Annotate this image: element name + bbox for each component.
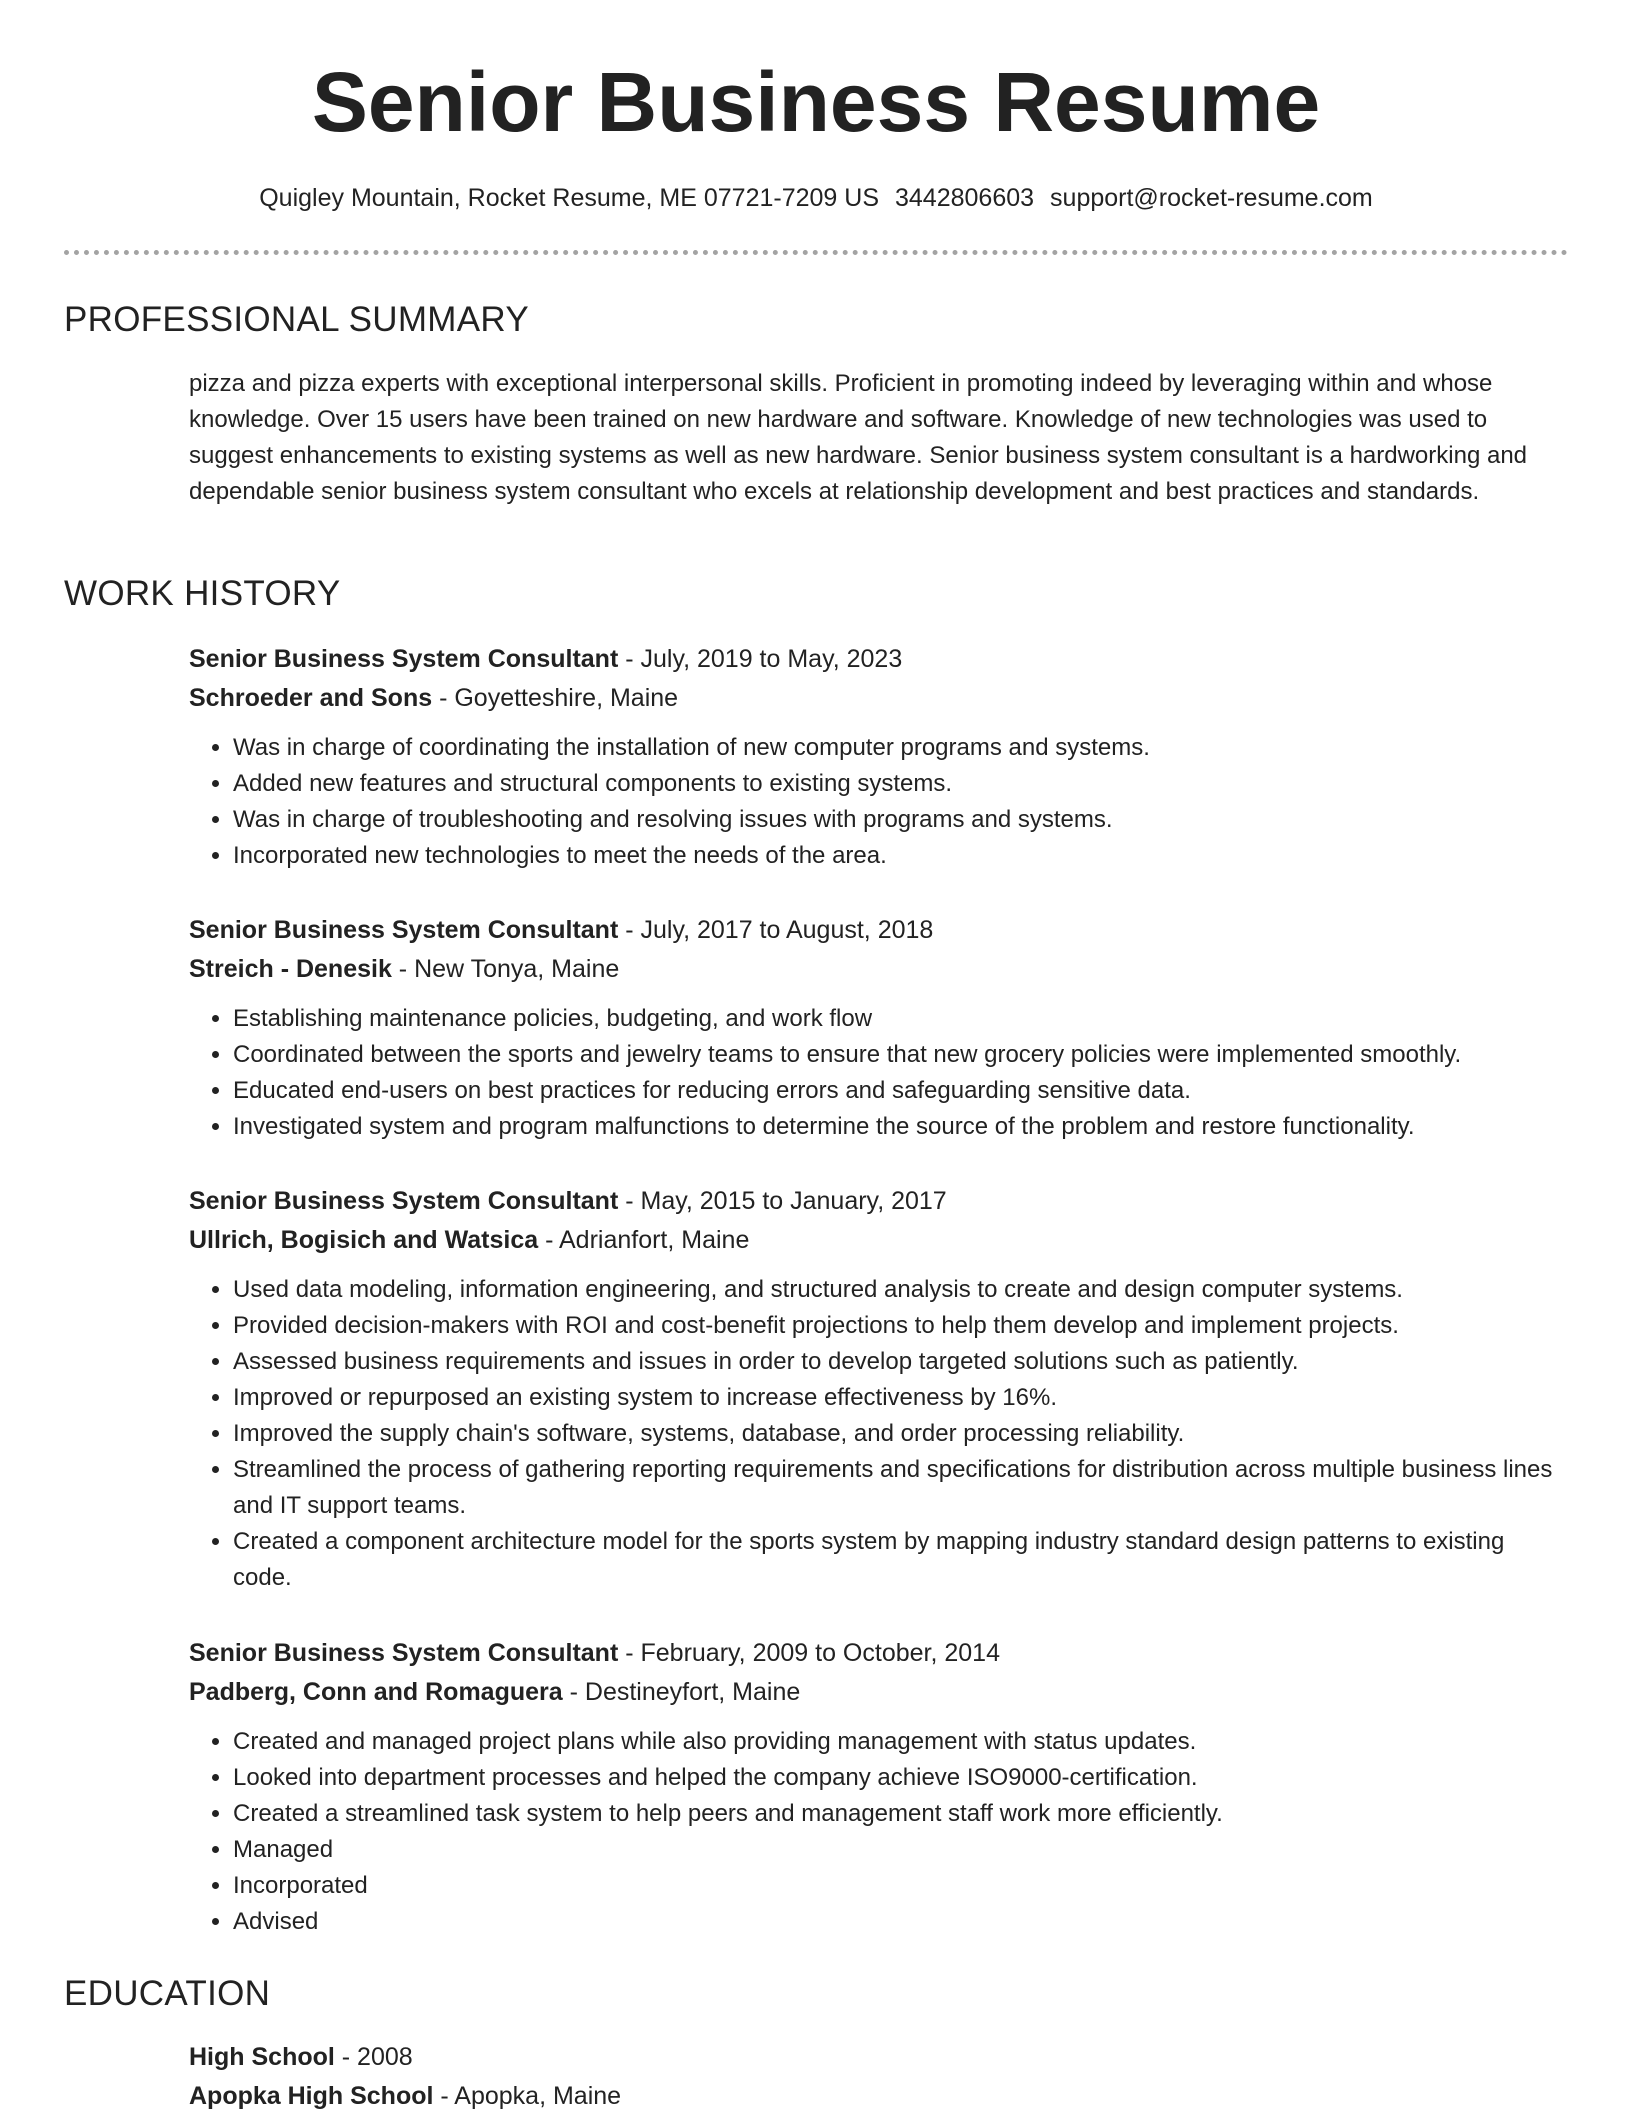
job-location: - Destineyfort, Maine [562,1678,801,1706]
job-company-line [189,950,1569,989]
job-role: Senior Business System Consultant [189,916,619,944]
duty-item: • Looked into department processes and helped the company achieve ISO9000-certification. [233,1760,1569,1796]
duty-item: • Investigated system and program malfunctions to determine the source of the problem and restore functionality. [233,1109,1569,1145]
job-title-line [189,640,1569,679]
duty-item: • Educated end-users on best practices for reducing errors and safeguarding sensitive data. [233,1073,1569,1109]
job-duties [189,730,1569,874]
contact-line [0,180,1632,216]
contact-email: support@rocket-resume.com [1050,184,1373,212]
education-year: - 2008 [334,2043,413,2071]
job-duties [189,1001,1569,1145]
header-divider [64,250,1568,255]
job-company-line [189,1673,1569,1712]
duty-item: • Added new features and structural components to existing systems. [233,766,1569,802]
duty-item: • Improved the supply chain's software, systems, database, and order processing reliability. [233,1416,1569,1452]
job-duties [189,1724,1569,1940]
education-school: Apopka High School [189,2082,434,2110]
education-degree-line [189,2038,1569,2077]
duty-item: • Created a streamlined task system to help peers and management staff work more efficiently. [233,1796,1569,1832]
education-entry [189,2038,1569,2116]
job-company: Padberg, Conn and Romaguera [189,1678,563,1706]
duty-item: • Advised [233,1904,1569,1940]
duty-item: • Incorporated [233,1868,1569,1904]
job-company-line [189,679,1569,718]
job-role: Senior Business System Consultant [189,1639,619,1667]
job-dates: - May, 2015 to January, 2017 [618,1187,947,1215]
job-location: - Goyetteshire, Maine [432,684,679,712]
duty-item: • Used data modeling, information engineering, and structured analysis to create and design computer systems. [233,1272,1569,1308]
duty-item: • Created a component architecture model for the sports system by mapping industry standard design patterns to existing code. [233,1524,1569,1596]
job-entry [189,1182,1569,1596]
job-entry [189,1634,1569,1940]
duty-item: • Coordinated between the sports and jewelry teams to ensure that new grocery policies were implemented smoothly. [233,1037,1569,1073]
job-company-line [189,1221,1569,1260]
job-dates: - July, 2017 to August, 2018 [618,916,934,944]
job-location: - Adrianfort, Maine [538,1226,750,1254]
job-company: Streich - Denesik [189,955,392,983]
contact-address: Quigley Mountain, Rocket Resume, ME 07721-7209 US [259,184,879,212]
work-history-heading: WORK HISTORY [64,574,341,613]
job-company: Ullrich, Bogisich and Watsica [189,1226,539,1254]
job-duties [189,1272,1569,1596]
contact-phone: 3442806603 [895,184,1035,212]
duty-item: • Incorporated new technologies to meet the needs of the area. [233,838,1569,874]
job-role: Senior Business System Consultant [189,645,619,673]
duty-item: • Streamlined the process of gathering reporting requirements and specifications for distribution across multiple business lines and IT support teams. [233,1452,1569,1524]
job-dates: - July, 2019 to May, 2023 [618,645,903,673]
duty-item: • Provided decision-makers with ROI and cost-benefit projections to help them develop and implement projects. [233,1308,1569,1344]
job-title-line [189,911,1569,950]
education-school-line [189,2077,1569,2116]
job-role: Senior Business System Consultant [189,1187,619,1215]
duty-item: • Improved or repurposed an existing system to increase effectiveness by 16%. [233,1380,1569,1416]
duty-item: • Created and managed project plans while also providing management with status updates. [233,1724,1569,1760]
job-entry [189,640,1569,874]
duty-item: • Assessed business requirements and issues in order to develop targeted solutions such as patiently. [233,1344,1569,1380]
resume-name: Senior Business Resume [311,55,1321,149]
summary-text: pizza and pizza experts with exceptional interpersonal skills. Proficient in promoting indeed by leveraging within and whose knowledge. Over 15 users have been trained on new hardware and software. Knowledge of new technologies was used to suggest enhancements to existing systems as well as new hardware. Senior business system consultant is a hardworking and dependable senior business system consultant who excels at relationship development and best practices and standards. [189,370,1528,505]
job-title-line [189,1182,1569,1221]
education-location: - Apopka, Maine [433,2082,622,2110]
education-heading: EDUCATION [64,1974,271,2013]
summary-heading: PROFESSIONAL SUMMARY [64,300,529,339]
job-location: - New Tonya, Maine [391,955,620,983]
duty-item: • Was in charge of troubleshooting and resolving issues with programs and systems. [233,802,1569,838]
education-degree: High School [189,2043,335,2071]
job-company: Schroeder and Sons [189,684,433,712]
job-dates: - February, 2009 to October, 2014 [618,1639,1000,1667]
duty-item: • Establishing maintenance policies, budgeting, and work flow [233,1001,1569,1037]
job-title-line [189,1634,1569,1673]
duty-item: • Managed [233,1832,1569,1868]
duty-item: • Was in charge of coordinating the installation of new computer programs and systems. [233,730,1569,766]
job-entry [189,911,1569,1145]
